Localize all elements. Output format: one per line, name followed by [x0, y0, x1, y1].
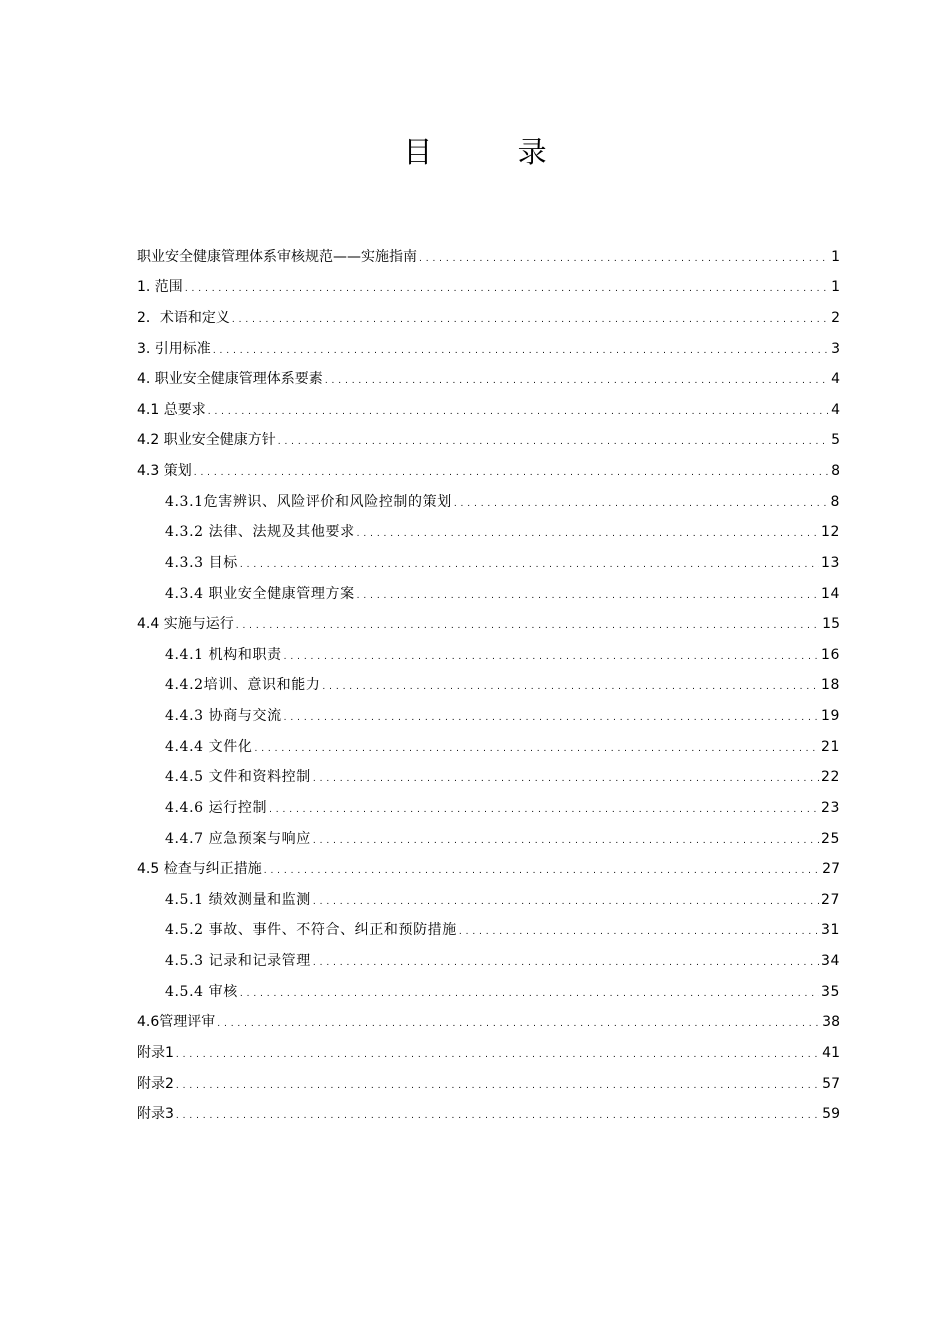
toc-entry[interactable] [137, 517, 840, 548]
toc-entry-label: 附录3 [137, 1106, 174, 1123]
toc-entry[interactable] [137, 241, 840, 272]
toc-entry-label: 4.5.4 审核 [165, 983, 238, 1000]
toc-entry-page-number: 27 [820, 891, 840, 908]
toc-entry-page-number: 3 [831, 340, 840, 357]
toc-dot-leader [322, 670, 819, 700]
toc-entry-label: 4.1 总要求 [137, 401, 206, 418]
toc-dot-leader [213, 334, 829, 364]
toc-entry[interactable] [137, 364, 840, 395]
toc-entry-page-number: 14 [820, 585, 840, 602]
toc-entry[interactable] [137, 700, 840, 731]
toc-entry-page-number: 23 [820, 799, 840, 816]
toc-entry[interactable] [137, 915, 840, 946]
toc-entry[interactable] [137, 823, 840, 854]
toc-entry[interactable] [137, 639, 840, 670]
toc-entry-label: 1. 范围 [137, 279, 183, 296]
toc-dot-leader [264, 854, 820, 884]
toc-entry[interactable] [137, 945, 840, 976]
toc-entry-page-number: 4 [831, 371, 840, 388]
toc-entry-page-number: 4 [831, 401, 840, 418]
toc-entry[interactable] [137, 547, 840, 578]
toc-dot-leader [313, 946, 819, 976]
toc-entry-page-number: 21 [820, 738, 840, 755]
toc-entry-label: 4.4.6 运行控制 [165, 799, 268, 816]
toc-dot-leader [176, 1099, 820, 1129]
toc-entry-page-number: 2 [831, 309, 840, 326]
toc-dot-leader [313, 824, 819, 854]
toc-entry[interactable] [137, 394, 840, 425]
toc-entry-label: 4.5.3 记录和记录管理 [165, 953, 311, 969]
toc-entry-label: 附录1 [137, 1044, 174, 1061]
toc-entry-page-number: 35 [820, 983, 840, 1000]
toc-entry-page-number: 19 [820, 708, 840, 724]
toc-entry[interactable] [137, 609, 840, 640]
toc-dot-leader [284, 701, 819, 731]
toc-entry[interactable] [137, 854, 840, 885]
toc-dot-leader [278, 425, 829, 455]
toc-entry[interactable] [137, 425, 840, 456]
toc-entry-page-number: 18 [820, 677, 840, 694]
toc-entry[interactable] [137, 792, 840, 823]
toc-list [137, 241, 840, 1129]
toc-dot-leader [459, 915, 819, 945]
toc-title: 目 录 [403, 135, 585, 169]
toc-entry-page-number: 16 [820, 646, 840, 663]
toc-dot-leader [240, 977, 819, 1007]
toc-entry-label: 4.6管理评审 [137, 1014, 216, 1031]
toc-entry-page-number: 1 [831, 248, 840, 265]
toc-entry[interactable] [137, 486, 840, 517]
toc-entry[interactable] [137, 762, 840, 793]
toc-entry-page-number: 22 [820, 769, 840, 786]
toc-entry-page-number: 15 [822, 616, 840, 633]
toc-dot-leader [313, 885, 819, 915]
toc-entry-page-number: 1 [831, 279, 840, 296]
toc-entry-label: 4.5.2 事故、事件、不符合、纠正和预防措施 [165, 922, 457, 939]
toc-entry[interactable] [137, 333, 840, 364]
toc-dot-leader [217, 1007, 820, 1037]
toc-entry[interactable] [137, 302, 840, 333]
toc-entry[interactable] [137, 1037, 840, 1068]
toc-dot-leader [419, 242, 829, 272]
toc-entry-label: 4.4 实施与运行 [137, 616, 234, 633]
toc-entry-page-number: 27 [822, 861, 840, 878]
toc-entry-label: 4.3.1危害辨识、风险评价和风险控制的策划 [165, 493, 452, 510]
toc-entry-label: 4.3.3 目标 [165, 554, 238, 571]
toc-entry[interactable] [137, 670, 840, 701]
toc-dot-leader [357, 579, 819, 609]
toc-entry-page-number: 31 [820, 922, 840, 939]
toc-dot-leader [176, 1038, 820, 1068]
toc-dot-leader [236, 609, 820, 639]
toc-entry-label: 4.3.2 法律、法规及其他要求 [165, 524, 355, 541]
toc-dot-leader [254, 732, 819, 762]
toc-dot-leader [269, 793, 819, 823]
toc-dot-leader [185, 272, 829, 302]
toc-entry[interactable] [137, 731, 840, 762]
toc-dot-leader [194, 456, 829, 486]
toc-entry-label: 4.4.4 文件化 [165, 738, 253, 755]
toc-entry[interactable] [137, 1007, 840, 1038]
toc-entry[interactable] [137, 455, 840, 486]
toc-entry-label: 4.3.4 职业安全健康管理方案 [165, 585, 355, 602]
toc-entry-page-number: 41 [822, 1044, 840, 1061]
toc-entry-page-number: 38 [822, 1014, 840, 1031]
toc-entry-label: 4.4.3 协商与交流 [165, 708, 282, 724]
toc-dot-leader [208, 395, 829, 425]
toc-entry-label: 3. 引用标准 [137, 340, 211, 357]
toc-entry-label: 4. 职业安全健康管理体系要素 [137, 371, 323, 388]
toc-entry[interactable] [137, 272, 840, 303]
toc-dot-leader [325, 364, 829, 394]
toc-entry-label: 附录2 [137, 1075, 174, 1092]
toc-entry-label: 4.4.1 机构和职责 [165, 646, 282, 663]
toc-entry-page-number: 13 [820, 554, 840, 571]
toc-entry-page-number: 8 [831, 463, 840, 479]
toc-dot-leader [240, 548, 819, 578]
toc-entry-label: 4.2 职业安全健康方针 [137, 432, 276, 449]
toc-dot-leader [454, 487, 829, 517]
toc-entry-page-number: 8 [830, 493, 840, 510]
toc-entry[interactable] [137, 884, 840, 915]
toc-dot-leader [176, 1069, 820, 1099]
toc-dot-leader [284, 640, 819, 670]
toc-entry[interactable] [137, 1099, 840, 1130]
toc-entry[interactable] [137, 976, 840, 1007]
toc-entry-page-number: 25 [820, 830, 840, 847]
toc-dot-leader [232, 303, 829, 333]
toc-entry-page-number: 12 [820, 524, 840, 541]
toc-dot-leader [313, 762, 819, 792]
toc-entry-label: 4.5.1 绩效测量和监测 [165, 891, 311, 908]
toc-entry[interactable] [137, 578, 840, 609]
toc-entry-label: 职业安全健康管理体系审核规范——实施指南 [137, 248, 417, 265]
toc-dot-leader [357, 517, 819, 547]
toc-entry-label: 4.3 策划 [137, 463, 192, 479]
toc-entry-label: 4.4.2培训、意识和能力 [165, 677, 321, 694]
toc-entry-label: 4.4.7 应急预案与响应 [165, 830, 311, 847]
toc-entry-page-number: 34 [820, 953, 840, 969]
toc-entry-page-number: 57 [822, 1075, 840, 1092]
toc-entry-page-number: 59 [822, 1106, 840, 1123]
toc-entry-label: 4.4.5 文件和资料控制 [165, 769, 311, 786]
toc-entry-label: 2．术语和定义 [137, 309, 230, 326]
toc-entry-page-number: 5 [831, 432, 840, 449]
toc-entry[interactable] [137, 1068, 840, 1099]
toc-entry-label: 4.5 检查与纠正措施 [137, 861, 262, 878]
